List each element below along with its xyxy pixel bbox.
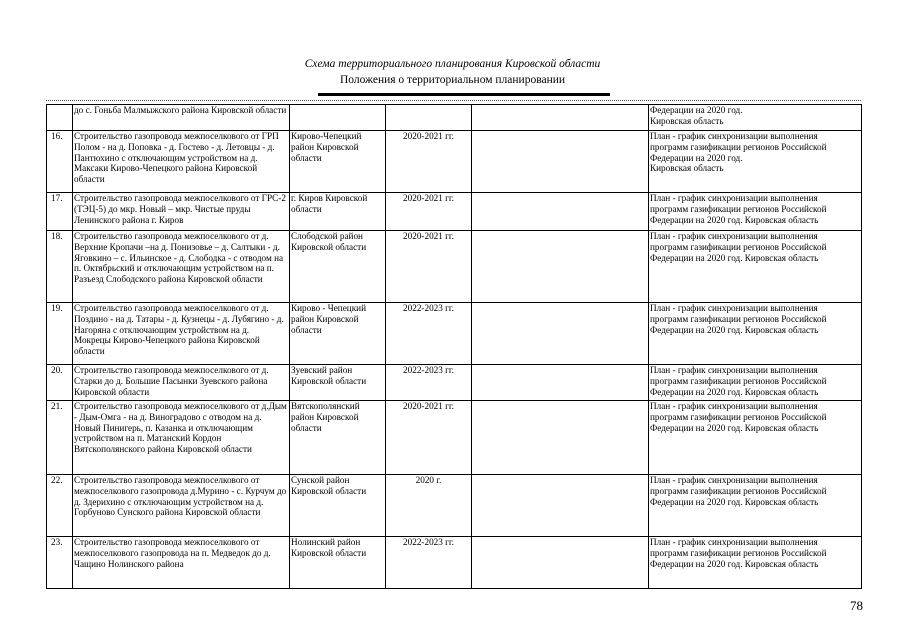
basis-line: программ газификации регионов Российской xyxy=(650,375,827,386)
basis-cell xyxy=(649,401,862,475)
location-cell: Вятскополянский район Кировской области xyxy=(290,401,386,475)
basis-line: План - график синхронизации выполнения xyxy=(650,131,818,141)
table-row xyxy=(47,105,862,131)
table-row xyxy=(47,131,862,193)
page-number: 78 xyxy=(850,598,863,613)
term-cell: 2022-2023 гг. xyxy=(386,365,472,401)
empty-cell xyxy=(472,401,649,475)
object-cell: Строительство газопровода межпоселкового от ГРП Полом - на д. Поповка - д. Гостево - д. Летовцы - д. Пантюхино с отключающим устройством на д. Максаки Кирово-Чепецкого района Кировской области xyxy=(73,131,290,193)
basis-line: Федерации на 2020 год. Кировская область xyxy=(650,252,819,263)
basis-line: программ газификации регионов Российской xyxy=(650,313,827,324)
basis-cell xyxy=(649,193,862,231)
table-row xyxy=(47,303,862,365)
basis-line: программ газификации регионов Российской xyxy=(650,485,827,496)
basis-cell xyxy=(649,105,862,131)
row-number: 18. xyxy=(47,231,73,303)
header-rule xyxy=(318,93,610,96)
location-cell: Слободской район Кировской области xyxy=(290,231,386,303)
basis-line: План - график синхронизации выполнения xyxy=(650,231,818,241)
empty-cell xyxy=(472,365,649,401)
basis-line: Федерации на 2020 год. Кировская область xyxy=(650,422,819,433)
term-cell: 2020-2021 гг. xyxy=(386,193,472,231)
location-cell: Нолинский район Кировской области xyxy=(290,537,386,589)
empty-cell xyxy=(472,193,649,231)
basis-line: программ газификации регионов Российской xyxy=(650,411,827,422)
table-row xyxy=(47,537,862,589)
row-number xyxy=(47,105,73,131)
basis-cell xyxy=(649,537,862,589)
object-cell: Строительство газопровода межпоселкового от межпоселкового газопровода д.Мурино - с. Курчум до д. Здерихино с отключающим устройством на д. Горбуново Сунского района Кировской области xyxy=(73,475,290,537)
row-number: 16. xyxy=(47,131,73,193)
table-row xyxy=(47,193,862,231)
empty-cell xyxy=(472,105,649,131)
basis-line: Федерации на 2020 год. Кировская область xyxy=(650,386,819,397)
object-cell: Строительство газопровода межпоселкового от межпоселкового газопровода на п. Медведок до д. Чащино Нолинского района xyxy=(73,537,290,589)
basis-line: программ газификации регионов Российской xyxy=(650,241,827,252)
empty-cell xyxy=(472,231,649,303)
basis-line: Кировская область xyxy=(650,163,724,174)
basis-cell xyxy=(649,231,862,303)
table-row xyxy=(47,231,862,303)
row-number: 23. xyxy=(47,537,73,589)
planning-table xyxy=(46,104,862,589)
empty-cell xyxy=(472,537,649,589)
location-cell: Кирово - Чепецкий район Кировской области xyxy=(290,303,386,365)
location-cell: г. Киров Кировской области xyxy=(290,193,386,231)
location-cell: Кирово-Чепецкий район Кировской области xyxy=(290,131,386,193)
basis-line: План - график синхронизации выполнения xyxy=(650,365,818,375)
basis-line: программ газификации регионов Российской xyxy=(650,547,827,558)
document-title: Схема территориального планирования Кировской области xyxy=(304,58,601,70)
location-cell: Зуевский район Кировской области xyxy=(290,365,386,401)
object-cell: Строительство газопровода межпоселкового от д. Поздино - на д. Татары - д. Кузнецы - д. Лубягино - д. Нагоряна с отключающим устройством на д. Мокрецы Кирово-Чепецкого района Кировской области xyxy=(73,303,290,365)
object-cell: до с. Гоньба Малмыжского района Кировской области xyxy=(73,105,290,131)
object-cell: Строительство газопровода межпоселкового от д.Дым - Дым-Омга - на д. Виноградово с отводом на д. Новый Пинигерь, п. Казанка и отключающим устройством на п. Матанский Кордон Вятскополянского района Кировской области xyxy=(73,401,290,475)
basis-cell xyxy=(649,131,862,193)
basis-line: Федерации на 2020 год. Кировская область xyxy=(650,558,819,569)
term-cell: 2020-2021 гг. xyxy=(386,401,472,475)
basis-line: Федерации на 2020 год. Кировская область xyxy=(650,214,819,225)
table-row xyxy=(47,475,862,537)
basis-line: Федерации на 2020 год. xyxy=(650,105,743,115)
row-number: 19. xyxy=(47,303,73,365)
row-number: 21. xyxy=(47,401,73,475)
empty-cell xyxy=(472,303,649,365)
basis-line: План - график синхронизации выполнения xyxy=(650,303,818,313)
row-number: 20. xyxy=(47,365,73,401)
term-cell: 2022-2023 гг. xyxy=(386,537,472,589)
dotted-divider xyxy=(46,100,861,101)
location-cell xyxy=(290,105,386,131)
planning-table-body xyxy=(47,105,862,589)
term-cell: 2020 г. xyxy=(386,475,472,537)
empty-cell xyxy=(472,475,649,537)
term-cell: 2020-2021 гг. xyxy=(386,131,472,193)
basis-line: План - график синхронизации выполнения xyxy=(650,475,818,485)
location-cell: Сунской район Кировской области xyxy=(290,475,386,537)
basis-line: Федерации на 2020 год. xyxy=(650,152,743,163)
document-subtitle: Положения о территориальном планировании xyxy=(339,74,566,86)
basis-cell xyxy=(649,303,862,365)
basis-line: План - график синхронизации выполнения xyxy=(650,193,818,203)
basis-line: программ газификации регионов Российской xyxy=(650,203,827,214)
object-cell: Строительство газопровода межпоселкового от д. Верхние Кропачи –на д. Понизовье – д. Салтыки - д. Яговкино – с. Ильинское - д. Слободка - с отводом на п. Октябрьский и отключающим устройством на п. Разъезд Слободского района Кировской области xyxy=(73,231,290,303)
basis-line: Федерации на 2020 год. Кировская область xyxy=(650,324,819,335)
row-number: 22. xyxy=(47,475,73,537)
object-cell: Строительство газопровода межпоселкового от д. Старки до д. Большие Пасынки Зуевского района Кировской области xyxy=(73,365,290,401)
row-number: 17. xyxy=(47,193,73,231)
basis-line: План - график синхронизации выполнения xyxy=(650,537,818,547)
basis-line: программ газификации регионов Российской xyxy=(650,141,827,152)
table-row xyxy=(47,401,862,475)
object-cell: Строительство газопровода межпоселкового от ГРС-2 (ТЭЦ-5) до мкр. Новый – мкр. Чистые пруды Ленинского района г. Киров xyxy=(73,193,290,231)
table-row xyxy=(47,365,862,401)
basis-cell xyxy=(649,475,862,537)
basis-line: План - график синхронизации выполнения xyxy=(650,401,818,411)
basis-cell xyxy=(649,365,862,401)
term-cell: 2022-2023 гг. xyxy=(386,303,472,365)
term-cell: 2020-2021 гг. xyxy=(386,231,472,303)
term-cell xyxy=(386,105,472,131)
empty-cell xyxy=(472,131,649,193)
basis-line: Кировская область xyxy=(650,115,724,126)
basis-line: Федерации на 2020 год. Кировская область xyxy=(650,496,819,507)
